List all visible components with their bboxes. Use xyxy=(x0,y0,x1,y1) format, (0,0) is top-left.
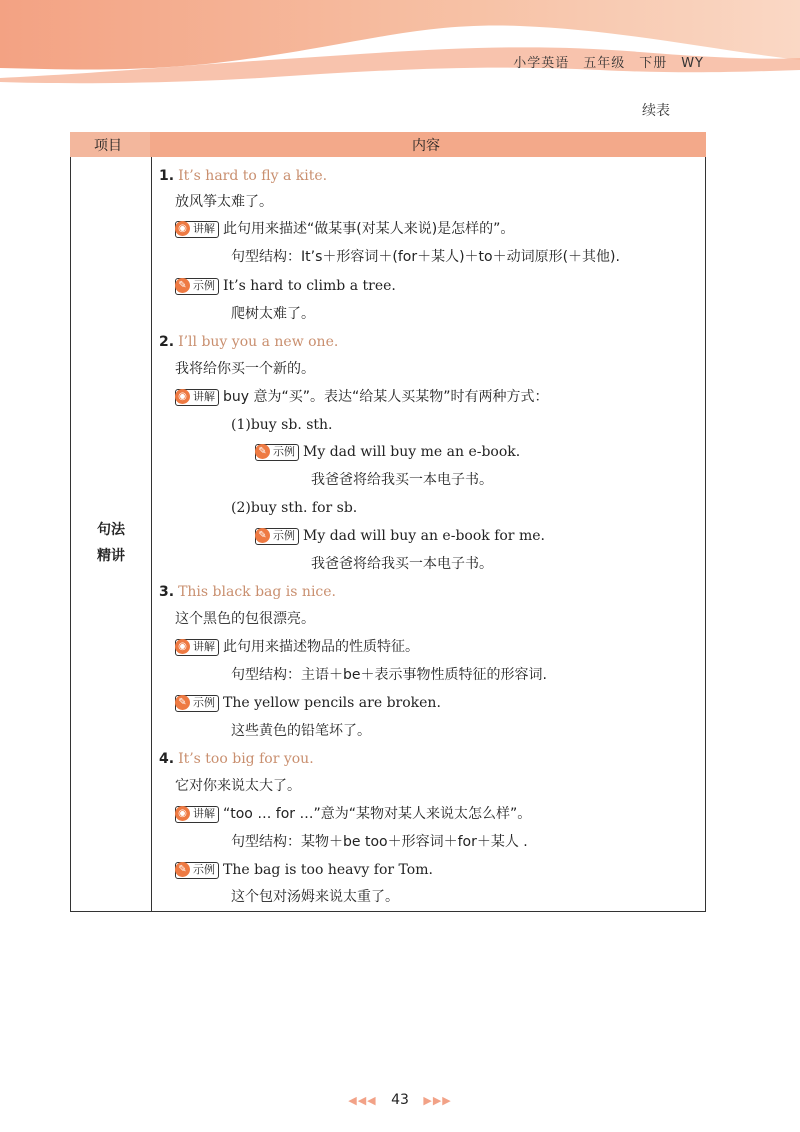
example-badge: ✎ 示例 xyxy=(175,278,219,295)
item-2-title: 2. I’ll buy you a new one. xyxy=(159,334,339,350)
example-badge: ✎ 示例 xyxy=(175,695,219,712)
continued-label: 续表 xyxy=(642,103,670,119)
explain-badge: ◉ 讲解 xyxy=(175,806,219,823)
table-body xyxy=(70,157,706,912)
item-4-translation: 它对你来说太大了。 xyxy=(175,778,301,794)
lightbulb-icon: ◉ xyxy=(175,639,190,654)
pencil-icon: ✎ xyxy=(175,695,190,710)
item-2-explain: ◉ 讲解 buy 意为“买”。表达“给某人买某物”时有两种方式： xyxy=(175,388,549,406)
item-2-translation: 我将给你买一个新的。 xyxy=(175,361,315,377)
item-1-translation: 放风筝太难了。 xyxy=(175,194,273,210)
item-1-explain: ◉ 讲解 此句用来描述“做某事(对某人来说)是怎样的”。 xyxy=(175,220,514,238)
item-1-example-cn: 爬树太难了。 xyxy=(231,306,315,322)
item-2-way2: (2)buy sth. for sb. xyxy=(231,500,358,516)
item-3-structure: 句型结构：主语＋be＋表示事物性质特征的形容词. xyxy=(231,667,547,683)
col1-header: 项目 xyxy=(94,138,122,154)
item-4-structure: 句型结构：某物＋be too＋形容词＋for＋某人 . xyxy=(231,834,528,850)
table-header xyxy=(70,132,706,157)
item-1-example: ✎ 示例 It’s hard to climb a tree. xyxy=(175,277,396,295)
item-3-translation: 这个黑色的包很漂亮。 xyxy=(175,611,315,627)
item-2-way1: (1)buy sb. sth. xyxy=(231,417,333,433)
lightbulb-icon: ◉ xyxy=(175,389,190,404)
item-3-example: ✎ 示例 The yellow pencils are broken. xyxy=(175,694,441,712)
item-4-explain: ◉ 讲解 “too … for …”意为“某物对某人来说太怎么样”。 xyxy=(175,805,531,823)
lightbulb-icon: ◉ xyxy=(175,806,190,821)
example-badge: ✎ 示例 xyxy=(255,444,299,461)
lightbulb-icon: ◉ xyxy=(175,221,190,236)
explain-badge: ◉ 讲解 xyxy=(175,389,219,406)
left-arrows-icon: ◀◀◀ xyxy=(348,1094,377,1107)
category-label: 句法 精讲 xyxy=(97,522,125,564)
grammar-table xyxy=(70,132,706,913)
item-2-way2-cn: 我爸爸将给我买一本电子书。 xyxy=(311,556,493,572)
item-1-title: 1. It’s hard to fly a kite. xyxy=(159,168,328,184)
item-1-structure: 句型结构：It’s＋形容词＋(for＋某人)＋to＋动词原形(＋其他). xyxy=(231,249,620,265)
page-number: 43 xyxy=(391,1092,409,1108)
item-3-example-cn: 这些黄色的铅笔坏了。 xyxy=(231,723,371,739)
page-footer xyxy=(0,1092,800,1108)
explain-badge: ◉ 讲解 xyxy=(175,639,219,656)
example-badge: ✎ 示例 xyxy=(175,862,219,879)
explain-badge: ◉ 讲解 xyxy=(175,221,219,238)
item-4-example: ✎ 示例 The bag is too heavy for Tom. xyxy=(175,861,433,879)
pencil-icon: ✎ xyxy=(175,862,190,877)
example-badge: ✎ 示例 xyxy=(255,528,299,545)
right-arrows-icon: ▶▶▶ xyxy=(423,1094,452,1107)
item-3-title: 3. This black bag is nice. xyxy=(159,584,336,600)
item-4-title: 4. It’s too big for you. xyxy=(159,751,314,767)
item-3-explain: ◉ 讲解 此句用来描述物品的性质特征。 xyxy=(175,638,419,656)
header-band xyxy=(0,0,800,90)
pencil-icon: ✎ xyxy=(175,278,190,293)
item-2-way1-cn: 我爸爸将给我买一本电子书。 xyxy=(311,472,493,488)
pencil-icon: ✎ xyxy=(255,528,270,543)
item-4-example-cn: 这个包对汤姆来说太重了。 xyxy=(231,889,399,905)
item-2-way1-example: ✎ 示例 My dad will buy me an e-book. xyxy=(255,443,520,461)
col2-header: 内容 xyxy=(412,138,440,154)
header-text: 小学英语 五年级 下册 WY xyxy=(513,56,704,71)
item-2-way2-example: ✎ 示例 My dad will buy an e-book for me. xyxy=(255,527,545,545)
pencil-icon: ✎ xyxy=(255,444,270,459)
